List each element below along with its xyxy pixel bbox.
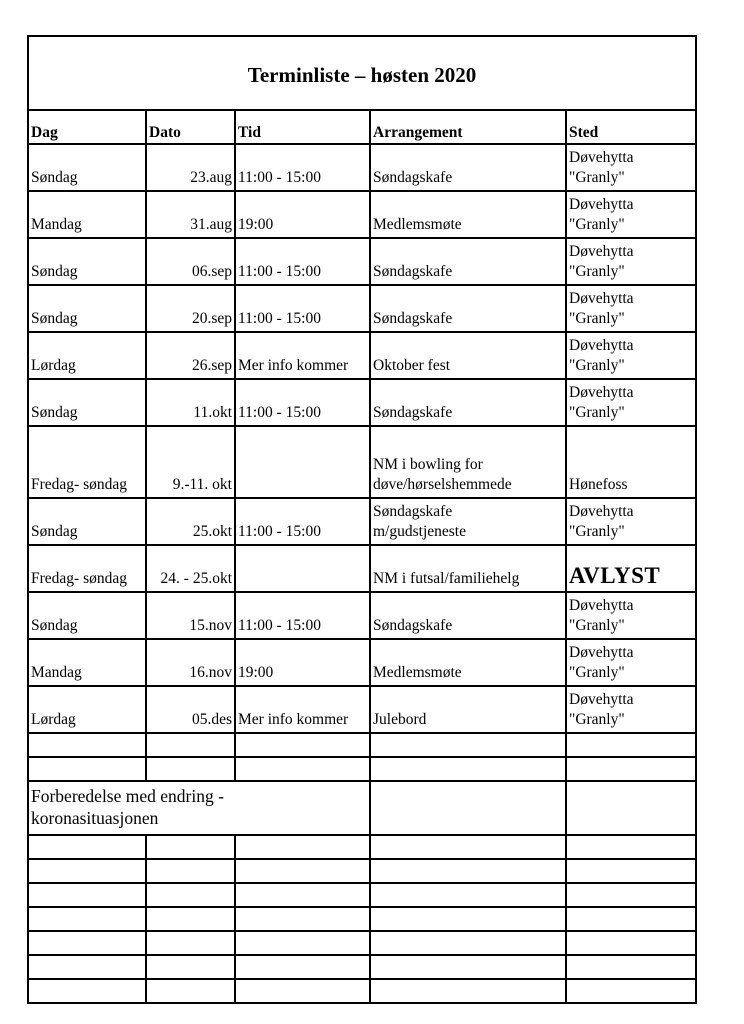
table-row bbox=[28, 592, 696, 639]
table-row bbox=[28, 332, 696, 379]
cell-arrangement: Søndagskafe bbox=[370, 592, 566, 639]
cell-tid: 11:00 - 15:00 bbox=[235, 592, 370, 639]
arrangement-line1: NM i bowling for bbox=[373, 456, 483, 473]
cell-dato: 24. - 25.okt bbox=[146, 545, 235, 592]
cell-dag: Lørdag bbox=[28, 332, 146, 379]
table-row bbox=[28, 238, 696, 285]
sted-line2: "Granly" bbox=[569, 216, 625, 233]
table-row bbox=[28, 379, 696, 426]
cell-dato: 25.okt bbox=[146, 498, 235, 545]
empty-row bbox=[28, 955, 696, 979]
empty-row bbox=[28, 979, 696, 1003]
note-line1: Forberedelse med endring - bbox=[31, 786, 224, 806]
table-row bbox=[28, 498, 696, 545]
cell-arrangement bbox=[370, 498, 566, 545]
header-arrangement: Arrangement bbox=[370, 110, 566, 144]
cell-sted bbox=[566, 191, 696, 238]
cell-sted: Hønefoss bbox=[566, 426, 696, 498]
cell-tid: 19:00 bbox=[235, 191, 370, 238]
cell-sted bbox=[566, 238, 696, 285]
header-tid: Tid bbox=[235, 110, 370, 144]
arrangement-line2: m/gudstjeneste bbox=[373, 523, 466, 540]
cell-dag: Søndag bbox=[28, 238, 146, 285]
table-row bbox=[28, 545, 696, 592]
empty-row bbox=[28, 883, 696, 907]
sted-line2: "Granly" bbox=[569, 263, 625, 280]
cell-dag: Mandag bbox=[28, 639, 146, 686]
cell-dato: 05.des bbox=[146, 686, 235, 733]
empty-row bbox=[28, 907, 696, 931]
cell-dato: 26.sep bbox=[146, 332, 235, 379]
sted-line1: Døvehytta bbox=[569, 691, 634, 708]
cell-sted bbox=[566, 686, 696, 733]
terminliste-table bbox=[27, 35, 697, 1004]
table-row bbox=[28, 144, 696, 191]
empty-row bbox=[28, 931, 696, 955]
sted-line1: Døvehytta bbox=[569, 597, 634, 614]
cancelled-label: AVLYST bbox=[569, 563, 661, 588]
sted-line1: Døvehytta bbox=[569, 290, 634, 307]
cell-arrangement: Søndagskafe bbox=[370, 238, 566, 285]
cell-sted bbox=[566, 144, 696, 191]
cell-arrangement: Julebord bbox=[370, 686, 566, 733]
header-sted: Sted bbox=[566, 110, 696, 144]
header-row bbox=[28, 110, 696, 144]
cell-dag: Lørdag bbox=[28, 686, 146, 733]
empty-row bbox=[28, 859, 696, 883]
table-row bbox=[28, 285, 696, 332]
cell-arrangement: Oktober fest bbox=[370, 332, 566, 379]
sted-line1: Døvehytta bbox=[569, 149, 634, 166]
cell-sted bbox=[566, 639, 696, 686]
empty-row bbox=[28, 835, 696, 859]
cell-tid: Mer info kommer bbox=[235, 332, 370, 379]
sted-line2: "Granly" bbox=[569, 617, 625, 634]
cell-sted bbox=[566, 498, 696, 545]
sted-line2: "Granly" bbox=[569, 357, 625, 374]
cell-dag: Søndag bbox=[28, 285, 146, 332]
sted-line1: Døvehytta bbox=[569, 644, 634, 661]
cell-dag: Søndag bbox=[28, 498, 146, 545]
cell-dag: Fredag- søndag bbox=[28, 545, 146, 592]
header-dato: Dato bbox=[146, 110, 235, 144]
empty-row bbox=[28, 733, 696, 757]
cell-dato: 31.aug bbox=[146, 191, 235, 238]
cell-dag: Søndag bbox=[28, 144, 146, 191]
title-row bbox=[28, 36, 696, 110]
table-row bbox=[28, 639, 696, 686]
table-row bbox=[28, 191, 696, 238]
cell-sted bbox=[566, 379, 696, 426]
page-title: Terminliste – høsten 2020 bbox=[28, 36, 696, 110]
note-row bbox=[28, 781, 696, 835]
cell-dato: 15.nov bbox=[146, 592, 235, 639]
sted-line2: "Granly" bbox=[569, 523, 625, 540]
sted-line1: Døvehytta bbox=[569, 243, 634, 260]
cell-tid: Mer info kommer bbox=[235, 686, 370, 733]
sted-line2: "Granly" bbox=[569, 310, 625, 327]
note-cell bbox=[28, 781, 370, 835]
cell-dag: Søndag bbox=[28, 379, 146, 426]
sted-line2: "Granly" bbox=[569, 404, 625, 421]
cell-sted bbox=[566, 592, 696, 639]
cell-dato: 9.-11. okt bbox=[146, 426, 235, 498]
cell-sted bbox=[566, 332, 696, 379]
cell-dag: Søndag bbox=[28, 592, 146, 639]
cell-dato: 16.nov bbox=[146, 639, 235, 686]
cell-arrangement: NM i futsal/familiehelg bbox=[370, 545, 566, 592]
arrangement-line2: døve/hørselshemmede bbox=[373, 476, 512, 493]
cell-sted bbox=[566, 545, 696, 592]
cell-dato: 20.sep bbox=[146, 285, 235, 332]
cell-tid bbox=[235, 545, 370, 592]
cell-tid: 11:00 - 15:00 bbox=[235, 498, 370, 545]
cell-tid: 11:00 - 15:00 bbox=[235, 285, 370, 332]
cell-arrangement bbox=[370, 426, 566, 498]
sted-line2: "Granly" bbox=[569, 169, 625, 186]
cell-dag: Fredag- søndag bbox=[28, 426, 146, 498]
cell-arrangement: Medlemsmøte bbox=[370, 191, 566, 238]
sted-line1: Døvehytta bbox=[569, 503, 634, 520]
cell-tid: 19:00 bbox=[235, 639, 370, 686]
sted-line2: "Granly" bbox=[569, 664, 625, 681]
sted-line1: Døvehytta bbox=[569, 337, 634, 354]
cell-dato: 11.okt bbox=[146, 379, 235, 426]
cell-tid: 11:00 - 15:00 bbox=[235, 238, 370, 285]
cell-dag: Mandag bbox=[28, 191, 146, 238]
header-dag: Dag bbox=[28, 110, 146, 144]
cell-tid bbox=[235, 426, 370, 498]
cell-tid: 11:00 - 15:00 bbox=[235, 144, 370, 191]
cell-arrangement: Søndagskafe bbox=[370, 144, 566, 191]
note-line2: koronasituasjonen bbox=[31, 808, 159, 828]
cell-arrangement: Søndagskafe bbox=[370, 379, 566, 426]
table-row bbox=[28, 426, 696, 498]
cell-dato: 06.sep bbox=[146, 238, 235, 285]
cell-tid: 11:00 - 15:00 bbox=[235, 379, 370, 426]
cell-sted bbox=[566, 285, 696, 332]
empty-row bbox=[28, 757, 696, 781]
sted-line2: "Granly" bbox=[569, 711, 625, 728]
cell-dato: 23.aug bbox=[146, 144, 235, 191]
cell-arrangement: Medlemsmøte bbox=[370, 639, 566, 686]
sted-line1: Døvehytta bbox=[569, 196, 634, 213]
cell-arrangement: Søndagskafe bbox=[370, 285, 566, 332]
table-row bbox=[28, 686, 696, 733]
arrangement-line1: Søndagskafe bbox=[373, 503, 453, 520]
sted-line1: Døvehytta bbox=[569, 384, 634, 401]
